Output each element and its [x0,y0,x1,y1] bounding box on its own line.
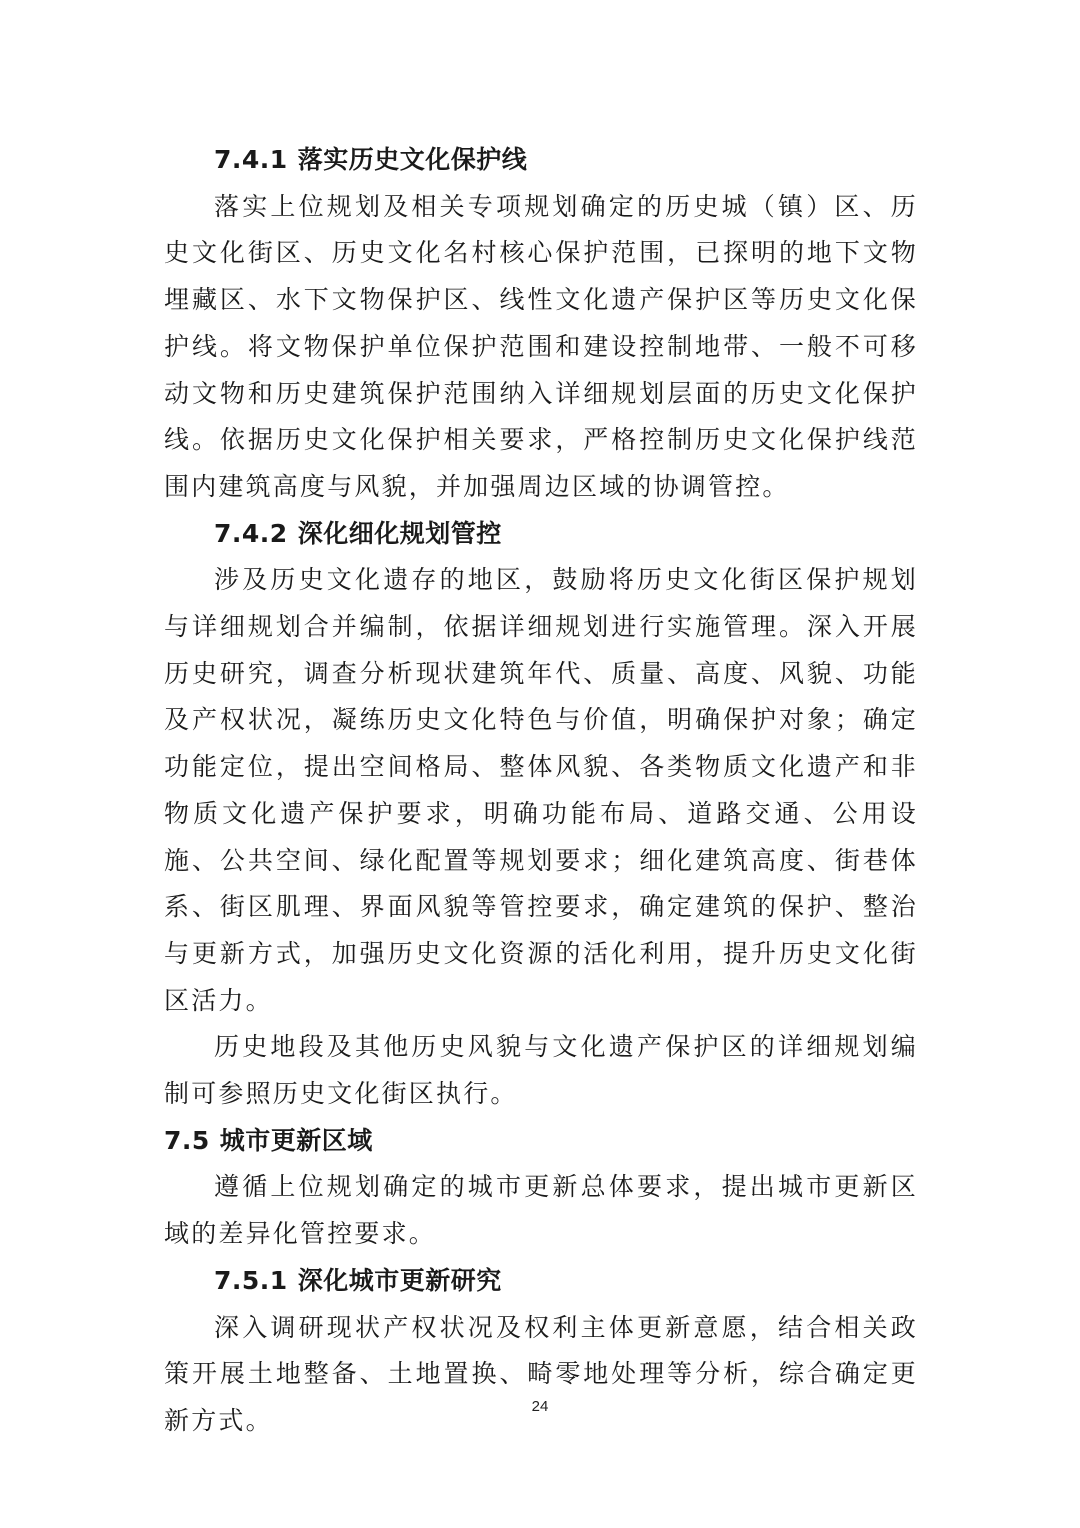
section-heading-7-5 [164,1118,918,1165]
section-heading-7-4-2 [164,511,918,558]
paragraph: 涉及历史文化遗存的地区，鼓励将历史文化街区保护规划与详细规划合并编制，依据详细规划进行实施管理。深入开展历史研究，调查分析现状建筑年代、质量、高度、风貌、功能及产权状况，凝练历史文化特色与价值，明确保护对象；确定功能定位，提出空间格局、整体风貌、各类物质文化遗产和非物质文化遗产保护要求，明确功能布局、道路交通、公用设施、公共空间、绿化配置等规划要求；细化建筑高度、街巷体系、街区肌理、界面风貌等管控要求，确定建筑的保护、整治与更新方式，加强历史文化资源的活化利用，提升历史文化街区活力。 [164,565,918,1015]
section-title: 深化城市更新研究 [297,1265,502,1295]
page-number: 24 [531,1398,549,1415]
section-number: 7.5.1 [214,1265,288,1295]
paragraph: 落实上位规划及相关专项规划确定的历史城（镇）区、历史文化街区、历史文化名村核心保护范围，已探明的地下文物埋藏区、水下文物保护区、线性文化遗产保护区等历史文化保护线。将文物保护单位保护范围和建设控制地带、一般不可移动文物和历史建筑保护范围纳入详细规划层面的历史文化保护线。依据历史文化保护相关要求，严格控制历史文化保护线范围内建筑高度与风貌，并加强周边区域的协调管控。 [164,191,918,501]
paragraph: 遵循上位规划确定的城市更新总体要求，提出城市更新区域的差异化管控要求。 [164,1172,918,1249]
section-number: 7.5 [164,1125,210,1155]
paragraph: 深入调研现状产权状况及权利主体更新意愿，结合相关政策开展土地整备、土地置换、畸零地处理等分析，综合确定更新方式。 [164,1312,918,1435]
section-number: 7.4.1 [214,145,288,174]
section-heading-7-4-1 [164,137,918,184]
paragraph: 历史地段及其他历史风貌与文化遗产保护区的详细规划编制可参照历史文化街区执行。 [164,1032,918,1109]
section-heading-7-5-1 [164,1258,918,1305]
page-content [164,137,918,1445]
section-title: 落实历史文化保护线 [297,145,528,174]
section-number: 7.4.2 [214,518,288,548]
section-title: 深化细化规划管控 [297,518,502,548]
section-title: 城市更新区域 [219,1125,373,1155]
